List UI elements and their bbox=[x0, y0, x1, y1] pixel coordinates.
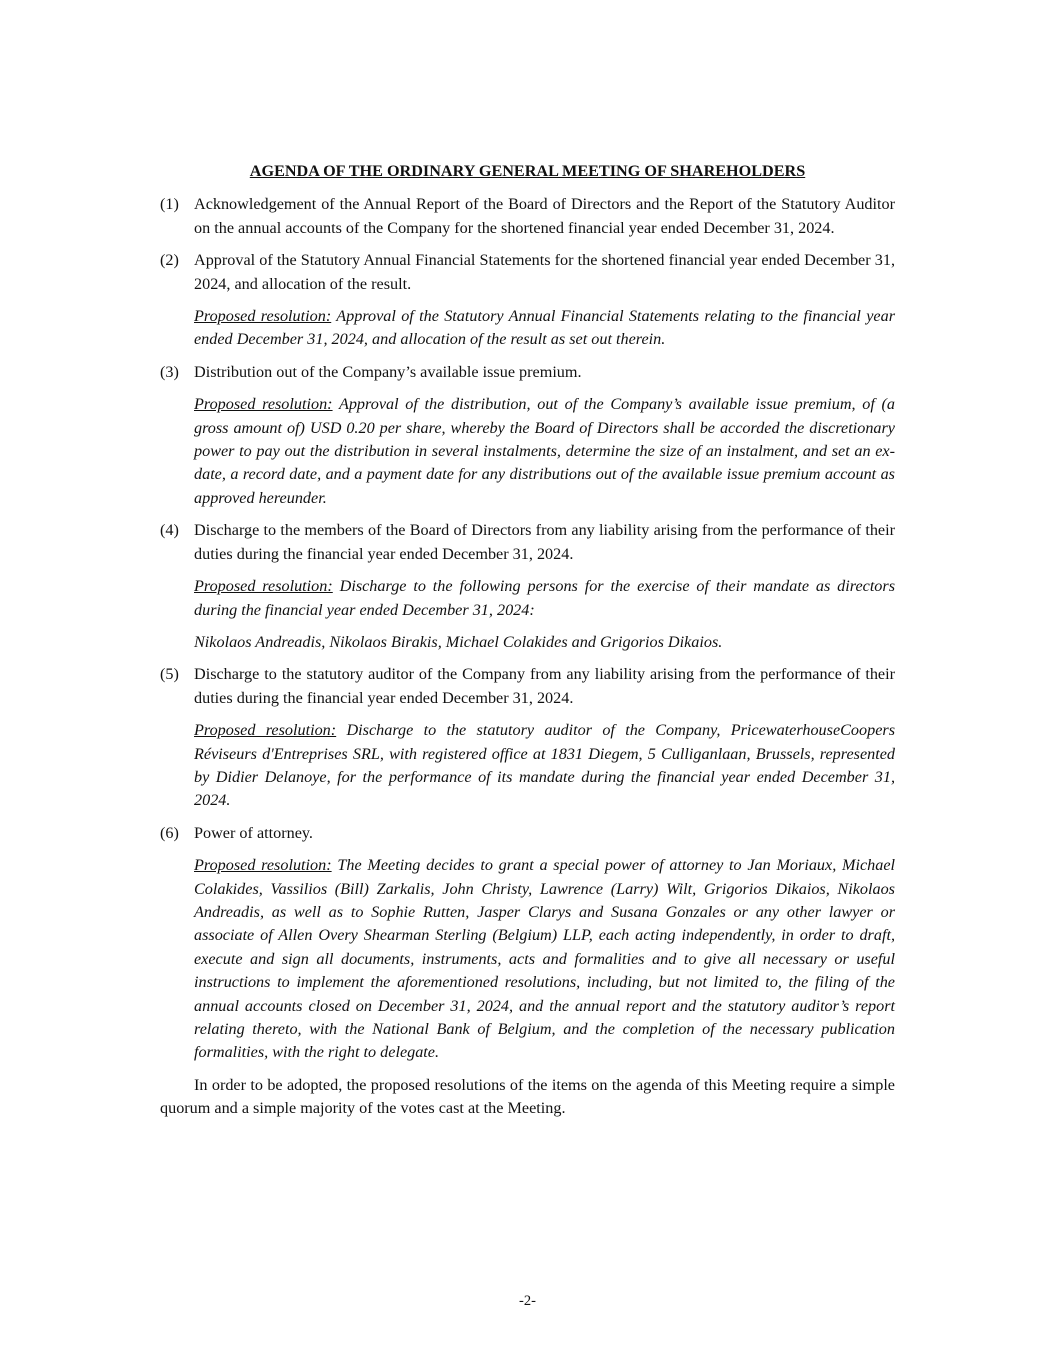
agenda-item-text: Acknowledgement of the Annual Report of the Board of Directors and the Report of the Statutory Auditor on the annual accounts of the Company for the shortened financial year ended December 31, 2024. bbox=[194, 195, 895, 237]
proposed-resolution-3 bbox=[160, 393, 895, 510]
closing-paragraph: In order to be adopted, the proposed resolutions of the items on the agenda of this Meeting require a simple quorum and a simple majority of the votes cast at the Meeting. bbox=[160, 1075, 895, 1118]
page-number: -2- bbox=[519, 1293, 536, 1309]
agenda-item-4 bbox=[160, 519, 895, 566]
agenda-item-number: (1) bbox=[160, 195, 179, 214]
agenda-item-number: (5) bbox=[160, 665, 179, 684]
agenda-item-number: (4) bbox=[160, 521, 179, 540]
resolution-label: Proposed resolution: bbox=[194, 307, 332, 326]
resolution-text: Discharge to the following persons for the exercise of their mandate as directors during the financial year ended December 31, 2024: bbox=[194, 577, 896, 619]
agenda-item-number: (6) bbox=[160, 823, 179, 842]
agenda-item-text: Discharge to the statutory auditor of the Company from any liability arising from the performance of their duties during the financial year ended December 31, 2024. bbox=[194, 665, 895, 707]
resolution-label: Proposed resolution: bbox=[194, 721, 337, 740]
agenda-item-text: Distribution out of the Company’s available issue premium. bbox=[194, 362, 582, 381]
agenda-item-1 bbox=[160, 193, 895, 240]
agenda-item-number: (2) bbox=[160, 251, 179, 270]
resolution-label: Proposed resolution: bbox=[194, 577, 333, 596]
agenda-item-text: Power of attorney. bbox=[194, 823, 313, 842]
agenda-item-text: Approval of the Statutory Annual Financial Statements for the shortened financial year ended December 31, 2024, and allocation of the result. bbox=[194, 251, 895, 293]
proposed-resolution-5 bbox=[160, 719, 895, 813]
page-title: AGENDA OF THE ORDINARY GENERAL MEETING OF SHAREHOLDERS bbox=[249, 162, 806, 180]
document-body bbox=[160, 160, 895, 1121]
agenda-item-3 bbox=[160, 361, 895, 384]
resolution-director-names: Nikolaos Andreadis, Nikolaos Birakis, Michael Colakides and Grigorios Dikaios. bbox=[194, 632, 723, 651]
proposed-resolution-4 bbox=[160, 575, 895, 622]
proposed-resolution-6 bbox=[160, 854, 895, 1065]
resolution-label: Proposed resolution: bbox=[194, 395, 333, 414]
resolution-label: Proposed resolution: bbox=[194, 856, 332, 875]
resolution-text: Approval of the Statutory Annual Financial Statements relating to the financial year ended December 31, 2024, and allocation of the result as set out therein. bbox=[194, 307, 895, 349]
proposed-resolution-2 bbox=[160, 305, 895, 352]
agenda-item-2 bbox=[160, 249, 895, 296]
agenda-item-text: Discharge to the members of the Board of Directors from any liability arising from the performance of their duties during the financial year ended December 31, 2024. bbox=[194, 521, 895, 563]
resolution-text: Discharge to the statutory auditor of the Company, PricewaterhouseCoopers Réviseurs d'Entreprises SRL, with registered office at 1831 Diegem, 5 Culliganlaan, Brussels, represented by Didier Delanoye, for the performance of its mandate during the financial year ended December 31, 2024. bbox=[194, 721, 896, 810]
resolution-text: The Meeting decides to grant a special power of attorney to Jan Moriaux, Michael Colakides, Vassilios (Bill) Zarkalis, John Christy, Lawrence (Larry) Wilt, Grigorios Dikaios, Nikolaos Andreadis, as well as to Sophie Rutten, Jasper Clarys and Susana Gonzales or any other lawyer or associate of Allen Overy Shearman Sterling (Belgium) LLP, each acting independently, in order to draft, execute and sign all documents, instruments, acts and formalities and to give all necessary or useful instructions to implement the aforementioned resolutions, including, but not limited to, the filing of the annual accounts closed on December 31, 2024, and the annual report and the statutory auditor’s report relating thereto, with the National Bank of Belgium, and the completion of the necessary publication formalities, with the right to delegate. bbox=[194, 856, 895, 1062]
resolution-text: Approval of the distribution, out of the Company’s available issue premium, of (a gross amount of) USD 0.20 per share, whereby the Board of Directors shall be accorded the discretionary power to pay out the distribution in several instalments, determine the size of an instalment, and set an ex-date, a record date, and a payment date for any distributions out of the available issue premium account as approved hereunder. bbox=[194, 395, 895, 507]
agenda-item-5 bbox=[160, 663, 895, 710]
agenda-item-6 bbox=[160, 822, 895, 845]
agenda-item-number: (3) bbox=[160, 362, 179, 381]
